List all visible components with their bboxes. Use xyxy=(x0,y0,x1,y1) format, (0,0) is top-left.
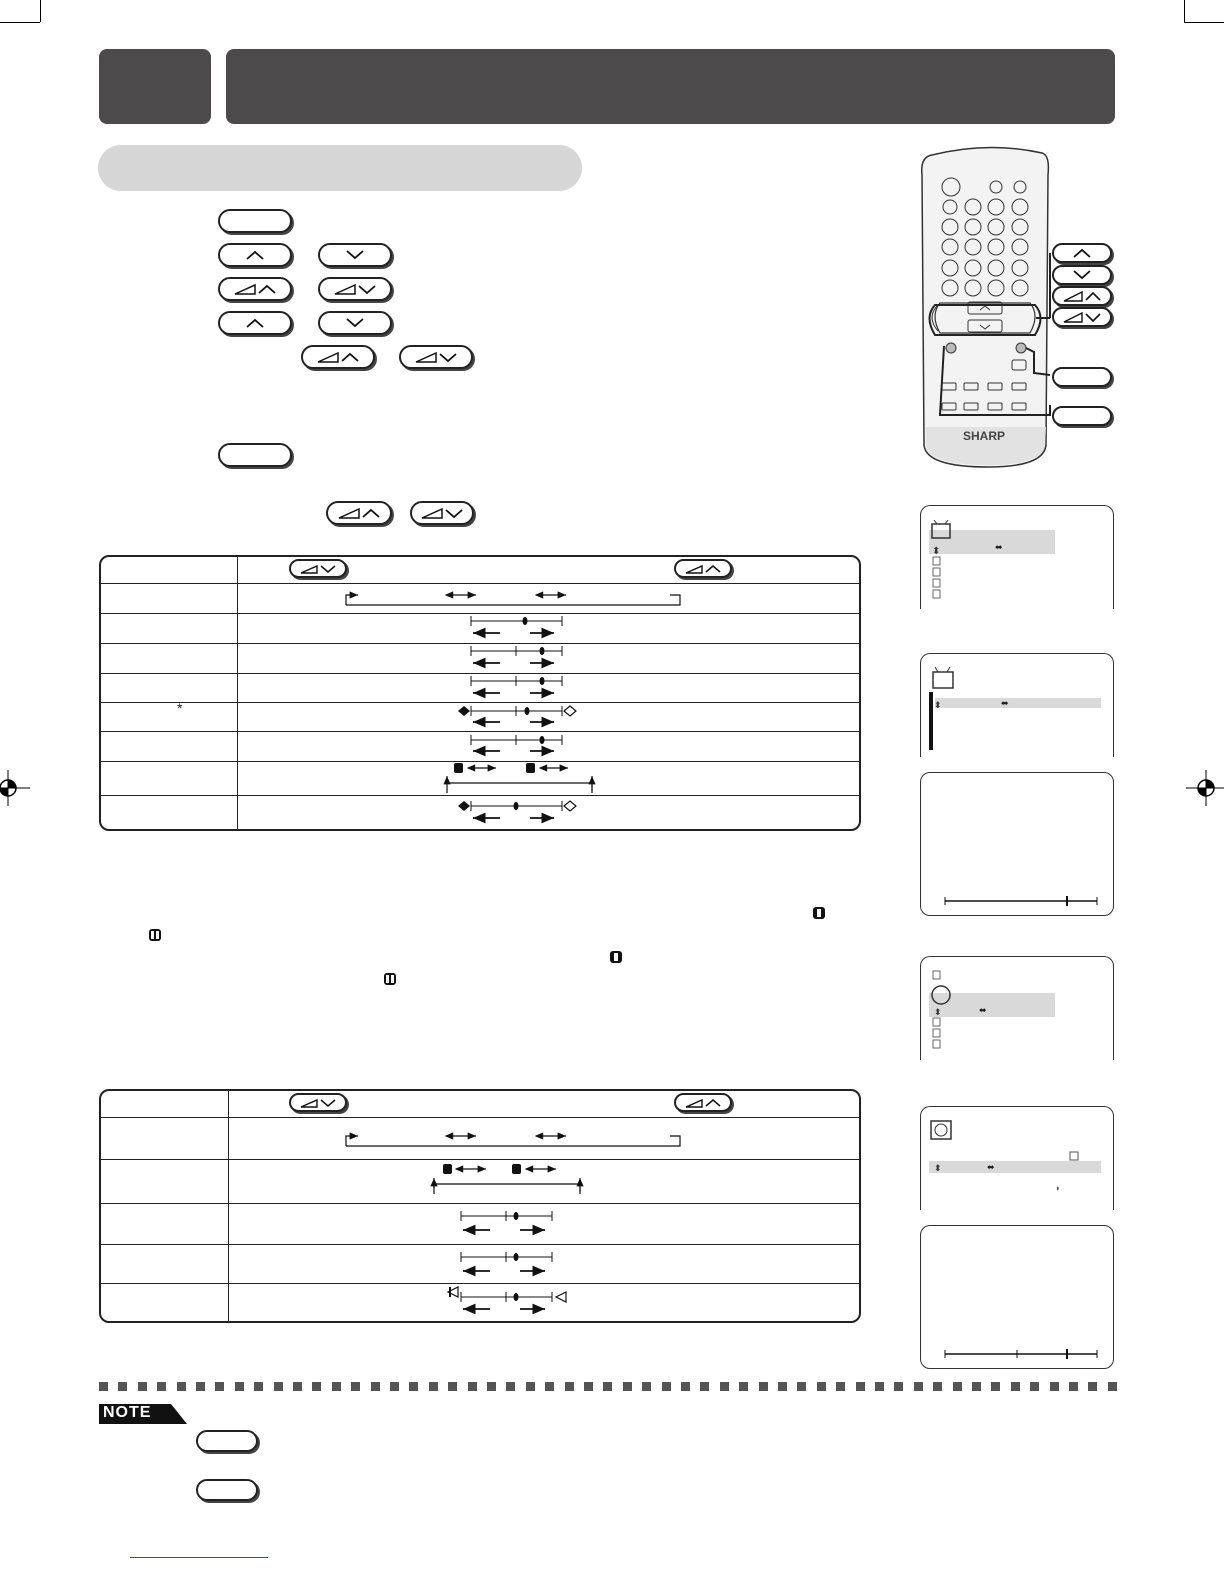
slider-diagram xyxy=(471,646,562,663)
osd-balance-bar-screen xyxy=(920,1225,1114,1369)
osd-picture-menu xyxy=(920,505,1114,609)
divider-dot xyxy=(138,1382,147,1391)
divider-dot xyxy=(642,1382,651,1391)
divider-dot xyxy=(235,1382,244,1391)
divider-dot xyxy=(991,1382,1000,1391)
osd-adjust-arrow: ⬌ xyxy=(979,1005,987,1015)
channel-toggle-diagram xyxy=(434,1164,580,1194)
divider-dot xyxy=(700,1382,709,1391)
divider-dot xyxy=(778,1382,787,1391)
divider-dot xyxy=(351,1382,360,1391)
volume-up-key xyxy=(674,559,732,578)
channel-up-button[interactable] xyxy=(218,243,292,267)
table2-diagrams xyxy=(340,1124,690,1320)
menu-button[interactable] xyxy=(218,443,292,467)
divider-dot xyxy=(545,1382,554,1391)
divider-dot xyxy=(953,1382,962,1391)
divider-dot xyxy=(565,1382,574,1391)
divider-dot xyxy=(1011,1382,1020,1391)
divider-dot xyxy=(1069,1382,1078,1391)
channel-up-button[interactable] xyxy=(218,311,292,335)
mode-cycle-diagram xyxy=(346,1136,680,1146)
divider-dot xyxy=(390,1382,399,1391)
slider-diagram xyxy=(461,1252,552,1271)
footer-rule xyxy=(130,1557,268,1558)
volume-down-key xyxy=(289,559,347,578)
divider-dot xyxy=(1030,1382,1039,1391)
volume-up-button[interactable] xyxy=(326,501,392,525)
mode-cycle-diagram xyxy=(346,595,680,605)
divider-dot xyxy=(739,1382,748,1391)
divider-dot xyxy=(836,1382,845,1391)
roman-numeral-one-icon xyxy=(609,950,623,964)
divider-dot xyxy=(681,1382,690,1391)
page-header-bar xyxy=(226,49,1115,124)
footnote-asterisk: * xyxy=(177,700,183,716)
divider-dot xyxy=(196,1382,205,1391)
osd-level-bar-screen xyxy=(920,772,1114,916)
menu-button[interactable] xyxy=(218,209,292,233)
osd-sound-submenu xyxy=(920,1106,1114,1210)
remote-brand-logo: SHARP xyxy=(962,429,1006,443)
divider-dot xyxy=(157,1382,166,1391)
divider-dot xyxy=(293,1382,302,1391)
divider-dot xyxy=(332,1382,341,1391)
menu-button[interactable] xyxy=(1052,367,1112,387)
osd-picture-submenu xyxy=(920,653,1114,757)
channel-down-button[interactable] xyxy=(1052,265,1112,285)
divider-dot xyxy=(972,1382,981,1391)
divider-dot xyxy=(506,1382,515,1391)
svg-text:⬍: ⬍ xyxy=(934,1007,942,1017)
chapter-tab xyxy=(99,49,211,124)
roman-numeral-one-icon xyxy=(812,906,826,920)
divider-dot xyxy=(662,1382,671,1391)
crop-mark xyxy=(0,22,40,23)
table1-diagrams xyxy=(340,585,690,827)
divider-dot xyxy=(797,1382,806,1391)
channel-down-button[interactable] xyxy=(318,243,392,267)
volume-down-button[interactable] xyxy=(410,501,474,525)
menu-button[interactable] xyxy=(196,1479,258,1501)
volume-up-button[interactable] xyxy=(1052,286,1112,306)
divider-dot xyxy=(720,1382,729,1391)
tint-slider-diagram xyxy=(458,706,576,722)
divider-dot xyxy=(584,1382,593,1391)
slider-diagram xyxy=(471,616,562,633)
volume-down-button[interactable] xyxy=(318,277,392,301)
volume-down-button[interactable] xyxy=(399,345,473,369)
crop-mark xyxy=(40,0,41,22)
divider-dot xyxy=(468,1382,477,1391)
note-divider-dots xyxy=(99,1382,1115,1392)
divider-dot xyxy=(409,1382,418,1391)
divider-dot xyxy=(312,1382,321,1391)
volume-down-key xyxy=(289,1093,347,1112)
divider-dot xyxy=(487,1382,496,1391)
svg-text:⬍: ⬍ xyxy=(934,1163,942,1173)
balance-slider-diagram xyxy=(448,1287,566,1309)
crop-mark xyxy=(1184,22,1224,23)
tint-slider-diagram xyxy=(458,801,576,818)
note-label: NOTE xyxy=(103,1404,152,1421)
divider-dot xyxy=(1108,1382,1117,1391)
roman-numeral-two-icon xyxy=(148,928,162,942)
divider-dot xyxy=(914,1382,923,1391)
slider-diagram xyxy=(461,1211,552,1230)
channel-up-button[interactable] xyxy=(1052,243,1112,263)
divider-dot xyxy=(99,1382,108,1391)
divider-dot xyxy=(623,1382,632,1391)
volume-up-key xyxy=(674,1093,732,1112)
osd-adjust-arrow: ⬌ xyxy=(995,542,1003,552)
section-title-bar xyxy=(98,145,582,191)
divider-dot xyxy=(177,1382,186,1391)
slider-diagram xyxy=(471,676,562,693)
volume-up-button[interactable] xyxy=(218,277,292,301)
volume-down-button[interactable] xyxy=(1052,307,1112,327)
channel-down-button[interactable] xyxy=(318,311,392,335)
divider-dot xyxy=(933,1382,942,1391)
divider-dot xyxy=(448,1382,457,1391)
roman-numeral-one-icon xyxy=(1069,1151,1079,1161)
registration-mark-right xyxy=(1186,770,1224,806)
divider-dot xyxy=(1050,1382,1059,1391)
divider-dot xyxy=(817,1382,826,1391)
osd-adjust-arrow: ⬌ xyxy=(1001,698,1009,708)
divider-dot xyxy=(875,1382,884,1391)
channel-toggle-diagram xyxy=(447,763,592,793)
divider-dot xyxy=(118,1382,127,1391)
roman-numeral-two-icon xyxy=(383,972,397,986)
divider-dot xyxy=(371,1382,380,1391)
divider-dot xyxy=(894,1382,903,1391)
divider-dot xyxy=(1088,1382,1097,1391)
divider-dot xyxy=(254,1382,263,1391)
registration-mark-left xyxy=(0,770,30,806)
divider-dot xyxy=(215,1382,224,1391)
menu-button[interactable] xyxy=(196,1430,258,1452)
divider-dot xyxy=(759,1382,768,1391)
divider-dot xyxy=(526,1382,535,1391)
osd-adjust-arrow: ⬌ xyxy=(987,1162,995,1172)
return-button[interactable] xyxy=(1052,406,1112,426)
svg-text:⬍: ⬍ xyxy=(932,546,941,557)
svg-text:⬍: ⬍ xyxy=(934,700,942,710)
slider-diagram xyxy=(471,735,562,751)
volume-up-button[interactable] xyxy=(301,345,375,369)
osd-sound-menu xyxy=(920,956,1114,1060)
divider-dot xyxy=(856,1382,865,1391)
divider-dot xyxy=(274,1382,283,1391)
divider-dot xyxy=(603,1382,612,1391)
osd-half-circle-icon: ◗ xyxy=(1055,1183,1061,1193)
crop-mark xyxy=(1184,0,1185,22)
divider-dot xyxy=(429,1382,438,1391)
